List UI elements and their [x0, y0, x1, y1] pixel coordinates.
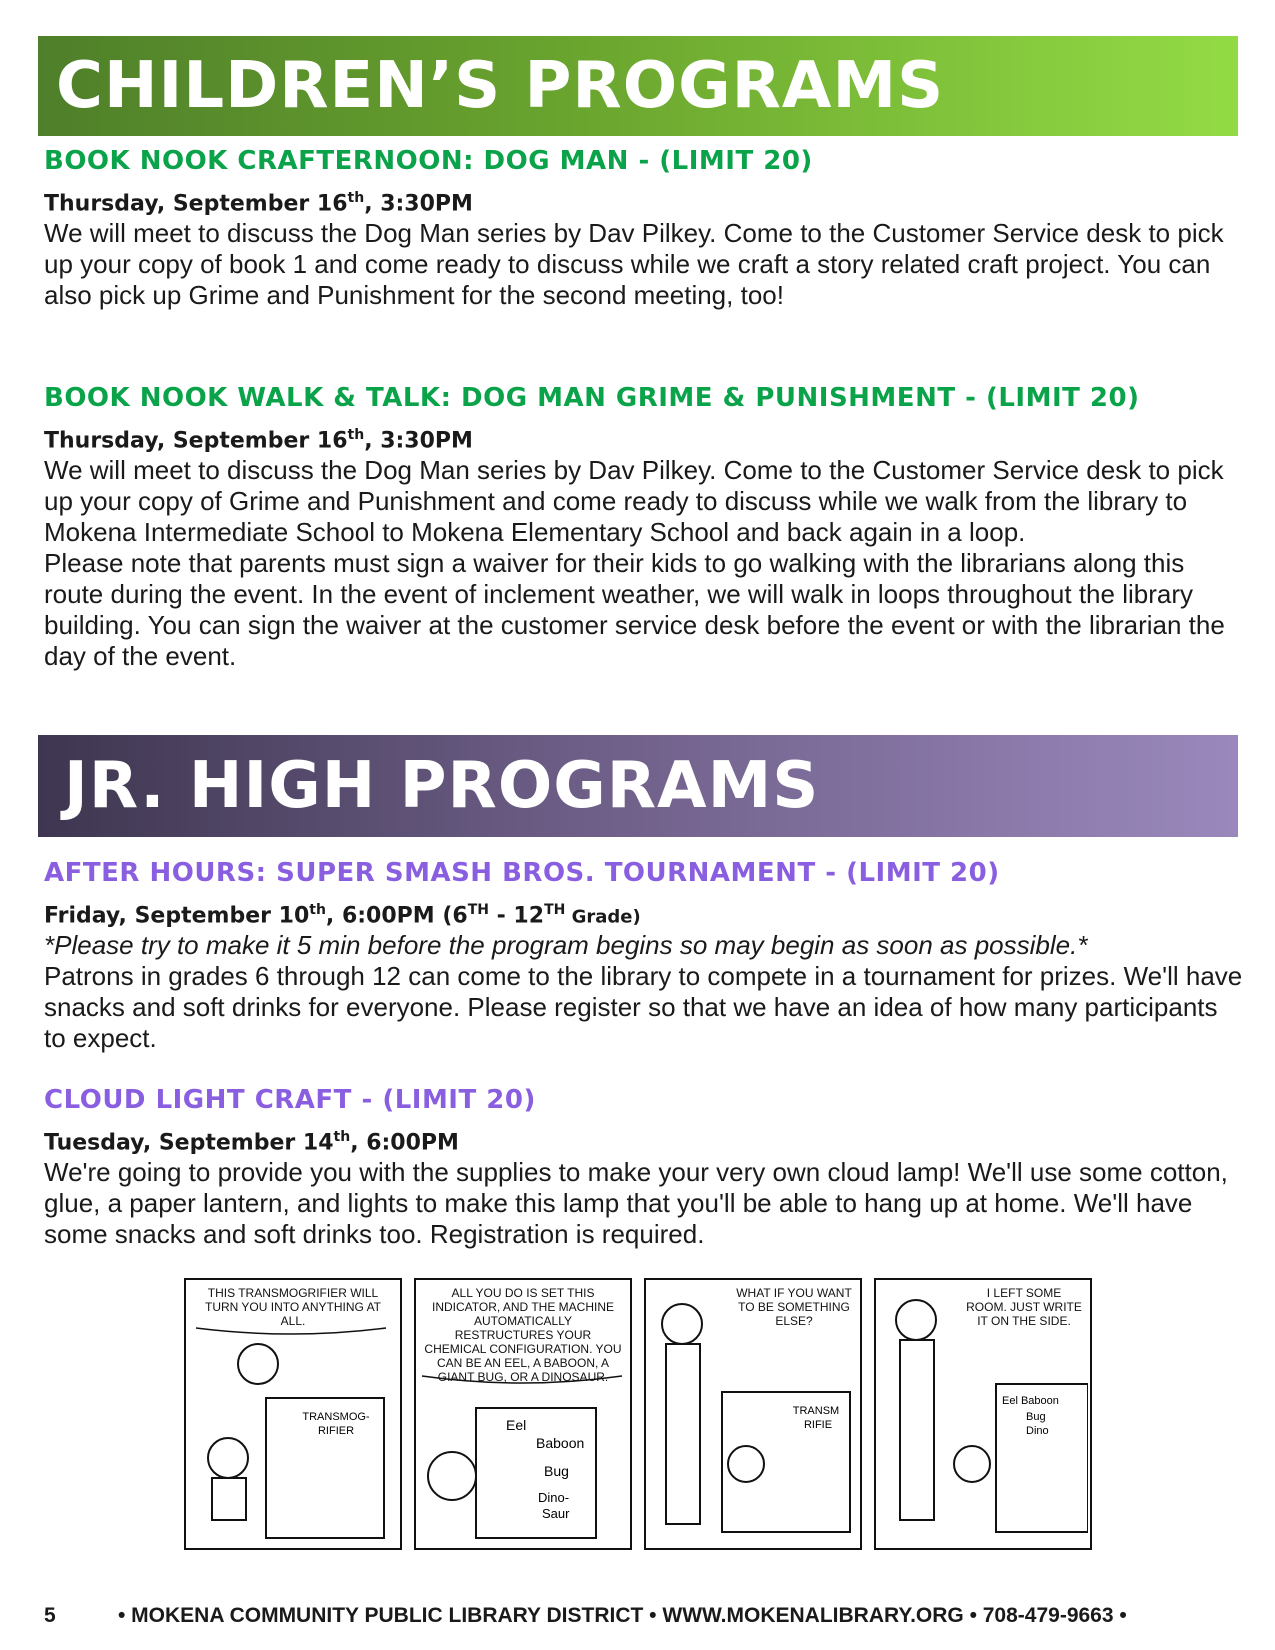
program-date: Thursday, September 16th, 3:30PM [44, 427, 473, 454]
program-book-nook-crafternoon [44, 146, 1244, 311]
svg-text:Bug: Bug [1026, 1411, 1046, 1423]
svg-text:Bug: Bug [544, 1463, 569, 1479]
comic-panel-4 [874, 1278, 1092, 1550]
program-date: Thursday, September 16th, 3:30PM [44, 190, 473, 217]
svg-text:Dino-: Dino- [538, 1490, 570, 1505]
comic-illustration [416, 1280, 628, 1550]
jr-high-programs-heading: JR. HIGH PROGRAMS [64, 749, 820, 823]
program-date: Friday, September 10th, 6:00PM (6TH - 12TH Grade) [44, 902, 641, 929]
program-title: BOOK NOOK CRAFTERNOON: DOG MAN - (LIMIT 20) [44, 146, 813, 176]
jr-high-programs-banner [38, 735, 1238, 837]
svg-text:Saur: Saur [542, 1506, 570, 1521]
comic-panel-1 [184, 1278, 402, 1550]
program-date: Tuesday, September 14th, 6:00PM [44, 1129, 459, 1156]
svg-text:Dino: Dino [1026, 1425, 1049, 1437]
svg-text:RIFIER: RIFIER [317, 1425, 355, 1437]
comic-illustration [646, 1280, 858, 1550]
footer-contact: • MOKENA COMMUNITY PUBLIC LIBRARY DISTRICT • WWW.MOKENALIBRARY.ORG • 708-479-9663 • [118, 1604, 1127, 1627]
program-note: *Please try to make it 5 min before the program begins so may begin as soon as possible.* [44, 930, 1088, 961]
program-description: We're going to provide you with the supplies to make your very own cloud lamp! We'll use some cotton, glue, a paper lantern, and lights to make this lamp that you'll be able to hang up at home. We'll have some snacks and soft drinks too. Registration is required. [44, 1157, 1228, 1250]
speech-bubble: WHAT IF YOU WANT TO BE SOMETHING ELSE? [736, 1286, 852, 1328]
svg-text:RIFIE: RIFIE [803, 1419, 833, 1431]
program-book-nook-walk-talk [44, 383, 1244, 672]
program-description: *Please try to make it 5 min before the program begins so may begin as soon as possible.* Patrons in grades 6 through 12 can come to the library to compete in a tournament for prizes. We'll have snacks and soft drinks for everyone. Please register so that we have an idea of how many participants to expect. [44, 930, 1243, 1054]
page-number: 5 [44, 1604, 56, 1627]
childrens-programs-banner [38, 36, 1238, 136]
page-footer [44, 1604, 1244, 1628]
program-cloud-light-craft [44, 1085, 1244, 1250]
program-description: We will meet to discuss the Dog Man series by Dav Pilkey. Come to the Customer Service desk to pick up your copy of Grime and Punishment and come ready to discuss while we walk from the library to Mokena Intermediate School to Mokena Elementary School and back again in a loop. Please note that parents must sign a waiver for their kids to go walking with the librarians along this route during the event. In the event of inclement weather, we will walk in loops throughout the library building. You can sign the waiver at the customer service desk before the event or with the librarian the day of the event. [44, 455, 1225, 672]
program-description: We will meet to discuss the Dog Man series by Dav Pilkey. Come to the Customer Service desk to pick up your copy of book 1 and come ready to discuss while we craft a story related craft project. You can also pick up Grime and Punishment for the second meeting, too! [44, 218, 1224, 311]
program-smash-bros-tournament [44, 858, 1244, 1054]
program-title: BOOK NOOK WALK & TALK: DOG MAN GRIME & PUNISHMENT - (LIMIT 20) [44, 383, 1140, 413]
comic-strip [184, 1278, 1092, 1550]
svg-text:TRANSMOG-: TRANSMOG- [302, 1411, 370, 1423]
comic-panel-2 [414, 1278, 632, 1550]
program-title: AFTER HOURS: SUPER SMASH BROS. TOURNAMENT - (LIMIT 20) [44, 858, 1000, 888]
speech-bubble: THIS TRANSMOGRIFIER WILL TURN YOU INTO ANYTHING AT ALL. [204, 1286, 382, 1328]
svg-text:Eel Baboon: Eel Baboon [1002, 1395, 1059, 1407]
speech-bubble: I LEFT SOME ROOM. JUST WRITE IT ON THE SIDE. [966, 1286, 1082, 1328]
svg-text:TRANSM: TRANSM [792, 1405, 840, 1417]
program-title: CLOUD LIGHT CRAFT - (LIMIT 20) [44, 1085, 536, 1115]
childrens-programs-heading: CHILDREN’S PROGRAMS [56, 49, 945, 123]
comic-illustration [876, 1280, 1088, 1550]
comic-panel-3 [644, 1278, 862, 1550]
speech-bubble: ALL YOU DO IS SET THIS INDICATOR, AND THE MACHINE AUTOMATICALLY RESTRUCTURES YOUR CHEMICAL CONFIGURATION. YOU CAN BE AN EEL, A BABOON, A GIANT BUG, OR A DINOSAUR. [424, 1286, 622, 1384]
comic-illustration [186, 1280, 398, 1550]
svg-text:Eel: Eel [506, 1417, 527, 1433]
svg-text:Baboon: Baboon [536, 1435, 585, 1451]
